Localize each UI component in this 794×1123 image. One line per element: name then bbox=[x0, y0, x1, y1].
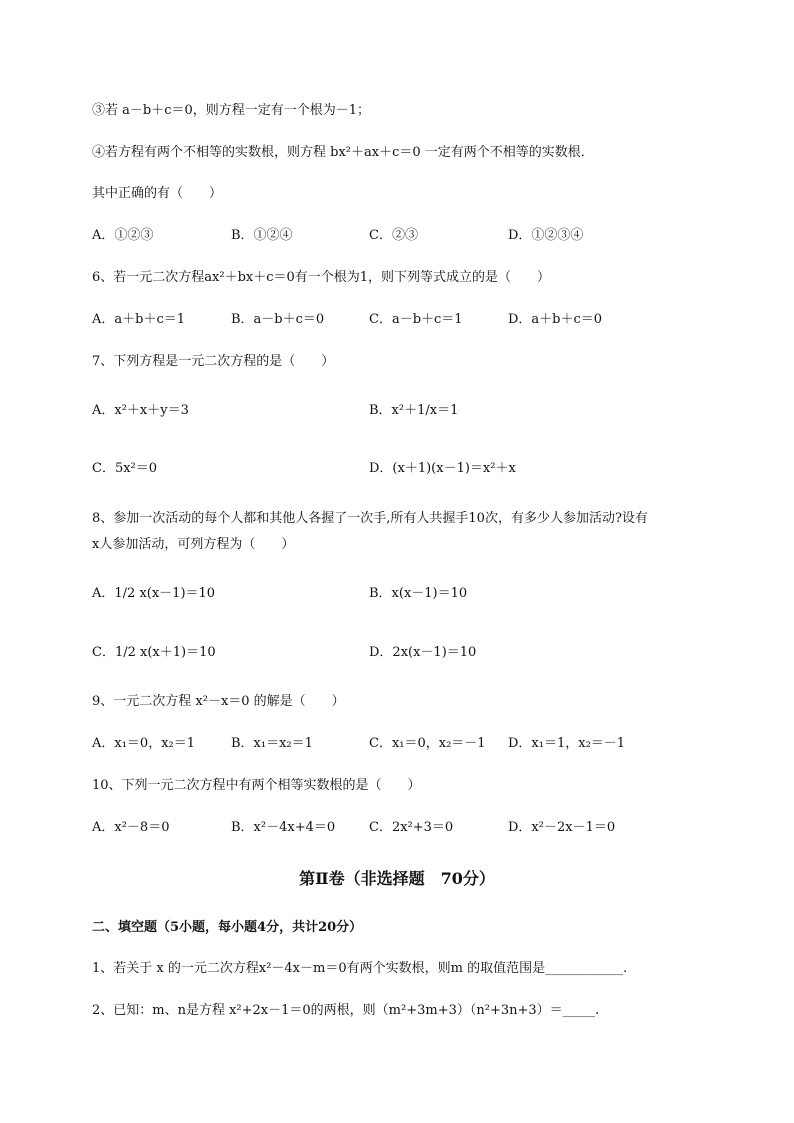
q8-option-b: B．x(x－1)＝10 bbox=[369, 586, 468, 601]
q7-option-d: D．(x＋1)(x－1)＝x²＋x bbox=[369, 461, 516, 476]
q7-option-b: B．x²＋1/x＝1 bbox=[369, 403, 459, 418]
question-5-stem: 其中正确的有（ ） bbox=[92, 186, 223, 201]
q10-option-c: C．2x²+3＝0 bbox=[369, 820, 454, 835]
q9-option-c: C．x₁＝0，x₂＝－1 bbox=[369, 736, 486, 751]
fill-question-1: 1、若关于 x 的一元二次方程x²－4x－m＝0有两个实数根，则m 的取值范围是____________. bbox=[92, 961, 628, 976]
question-10-stem: 10、下列一元二次方程中有两个相等实数根的是（ ） bbox=[92, 778, 421, 793]
q10-option-b: B．x²－4x+4＝0 bbox=[231, 820, 336, 835]
q6-option-a: A．a＋b＋c＝1 bbox=[92, 312, 186, 327]
q6-option-d: D．a＋b＋c＝0 bbox=[508, 312, 603, 327]
q5-option-a: A．①②③ bbox=[92, 228, 154, 243]
question-6-stem: 6、若一元二次方程ax²＋bx＋c＝0有一个根为1，则下列等式成立的是（ ） bbox=[92, 270, 551, 285]
question-7-stem: 7、下列方程是一元二次方程的是（ ） bbox=[92, 354, 335, 369]
q5-option-c: C．②③ bbox=[369, 228, 418, 243]
q9-option-d: D．x₁＝1，x₂＝－1 bbox=[508, 736, 626, 751]
q7-option-a: A．x²＋x＋y＝3 bbox=[92, 403, 189, 418]
statement-3: ③若 a－b＋c＝0，则方程一定有一个根为－1； bbox=[92, 103, 371, 118]
q6-option-b: B．a－b＋c＝0 bbox=[231, 312, 325, 327]
q7-option-c: C．5x²＝0 bbox=[92, 461, 158, 476]
q10-option-d: D．x²－2x－1＝0 bbox=[508, 820, 616, 835]
fill-question-2: 2、已知：m、n是方程 x²+2x－1＝0的两根，则（m²+3m+3）（n²+3n+3）＝_____. bbox=[92, 1003, 600, 1018]
q6-option-c: C．a－b＋c＝1 bbox=[369, 312, 463, 327]
q8-option-a: A．1/2 x(x－1)＝10 bbox=[92, 586, 216, 601]
part-title: 二、填空题（5小题，每小题4分，共计20分） bbox=[92, 920, 363, 935]
question-9-stem: 9、一元二次方程 x²－x＝0 的解是（ ） bbox=[92, 694, 345, 709]
q10-option-a: A．x²－8＝0 bbox=[92, 820, 170, 835]
q9-option-a: A．x₁＝0，x₂＝1 bbox=[92, 736, 196, 751]
q8-option-d: D．2x(x－1)＝10 bbox=[369, 645, 477, 660]
section-title: 第Ⅱ卷（非选择题 70分） bbox=[299, 869, 495, 888]
q8-option-c: C．1/2 x(x＋1)＝10 bbox=[92, 645, 216, 660]
statement-4: ④若方程有两个不相等的实数根，则方程 bx²＋ax＋c＝0 一定有两个不相等的实数根． bbox=[92, 145, 594, 160]
q5-option-b: B．①②④ bbox=[231, 228, 293, 243]
q5-option-d: D．①②③④ bbox=[508, 228, 584, 243]
question-8-stem-line-2: x人参加活动，可列方程为（ ） bbox=[92, 537, 295, 552]
q9-option-b: B．x₁＝x₂＝1 bbox=[231, 736, 313, 751]
question-8-stem-line-1: 8、参加一次活动的每个人都和其他人各握了一次手,所有人共握手10次，有多少人参加活动?设有 bbox=[92, 511, 648, 526]
